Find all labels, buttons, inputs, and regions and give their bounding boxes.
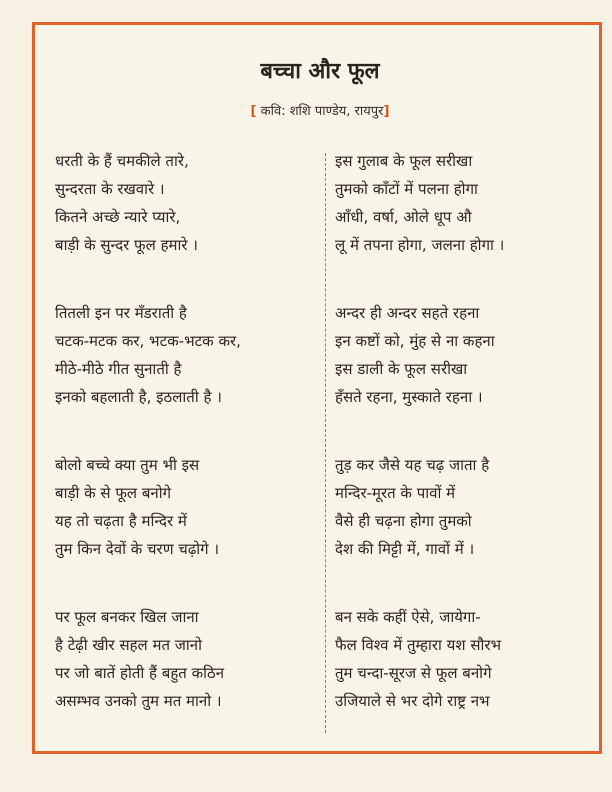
poem-line: इनको बहलाती है, इठलाती है । [55, 388, 222, 406]
poem-line: पर फूल बनकर खिल जाना [55, 608, 199, 626]
stanza-left-3 [55, 451, 305, 563]
poem-line: फैल विश्व में तुम्हारा यश सौरभ [335, 636, 502, 654]
poem-line: यह तो चढ़ता है मन्दिर में [55, 512, 187, 530]
poem-line: तुम किन देवों के चरण चढ़ोगे । [55, 540, 220, 558]
stanza-left-1 [55, 147, 305, 259]
poem-line: तुम चन्दा-सूरज से फूल बनोगे [335, 664, 492, 682]
poem-line: तितली इन पर मँडराती है [55, 304, 187, 322]
stanza-right-2 [335, 299, 585, 411]
poem-frame [32, 22, 602, 754]
poem-byline [35, 101, 605, 119]
poem-line: वैसे ही चढ़ना होगा तुमको [335, 512, 472, 530]
poem-title: बच्चा और फूल [260, 59, 380, 84]
byline-open-bracket: [ [250, 104, 257, 119]
poem-line: उजियाले से भर दोगे राष्ट्र नभ [335, 692, 490, 710]
poem-line: इस गुलाब के फूल सरीखा [335, 152, 473, 170]
poem-line: इन कष्टों को, मुंह से ना कहना [335, 332, 495, 350]
poem-line: बाड़ी के सुन्दर फूल हमारे । [55, 236, 198, 254]
poem-line: कितने अच्छे न्यारे प्यारे, [55, 208, 181, 226]
poem-line: तुड़ कर जैसे यह चढ़ जाता है [335, 456, 490, 474]
poem-line: बाड़ी के से फूल बनोगे [55, 484, 172, 502]
poem-line: अन्दर ही अन्दर सहते रहना [335, 304, 480, 322]
poem-line: चटक-मटक कर, भटक-भटक कर, [55, 332, 241, 350]
byline-author: कवि: शशि पाण्डेय, रायपुर [256, 104, 384, 119]
poem-line: मन्दिर-मूरत के पावों में [335, 484, 456, 502]
stanza-left-4 [55, 603, 305, 715]
stanza-right-1 [335, 147, 585, 259]
stanza-right-3 [335, 451, 585, 563]
poem-line: पर जो बातें होती हैं बहुत कठिन [55, 664, 225, 682]
poem-line: मीठे-मीठे गीत सुनाती है [55, 360, 182, 378]
poem-line: धरती के हैं चमकीले तारे, [55, 152, 189, 170]
poem-line: सुन्दरता के रखवारे । [55, 180, 165, 198]
stanza-right-4 [335, 603, 585, 715]
poem-line: असम्भव उनको तुम मत मानो । [55, 692, 222, 710]
poem-line: बन सके कहीं ऐसे, जायेगा- [335, 608, 481, 626]
right-column [335, 147, 585, 755]
poem-line: आँधी, वर्षा, ओले धूप औ [335, 208, 472, 226]
poem-line: तुमको काँटों में पलना होगा [335, 180, 478, 198]
poem-line: है टेढ़ी खीर सहल मत जानो [55, 636, 203, 654]
poem-line: लू में तपना होगा, जलना होगा । [335, 236, 505, 254]
column-divider [325, 153, 326, 733]
poem-line: देश की मिट्टी में, गावों में । [335, 540, 475, 558]
stanza-left-2 [55, 299, 305, 411]
poem-line: बोलो बच्चे क्या तुम भी इस [55, 456, 200, 474]
left-column [55, 147, 305, 755]
poem-line: हँसते रहना, मुस्काते रहना । [335, 388, 483, 406]
poem-line: इस डाली के फूल सरीखा [335, 360, 468, 378]
byline-close-bracket: ] [383, 104, 390, 119]
